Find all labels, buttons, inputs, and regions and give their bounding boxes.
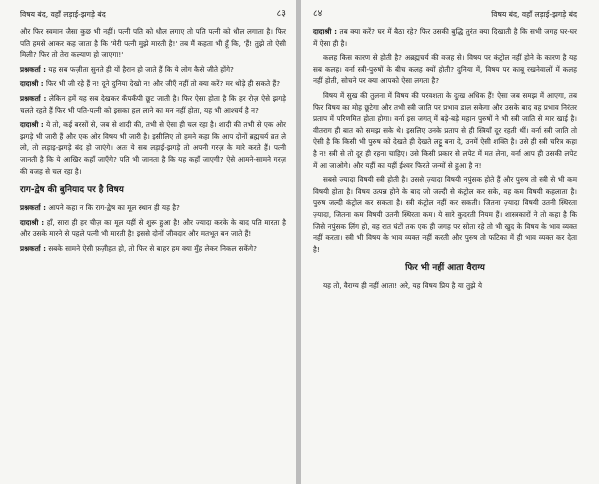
paragraph <box>20 93 286 116</box>
paragraph-text: और फिर स्वमान जैसा कुछ भी नहीं। पत्नी पति को धौल लगाए तो पति पत्नी को धौल लगाता है। फिर पति हमसे आकर कह जाता है कि 'मेरी पत्नी मुझे मारती है!' तब मैं कहता भी हूँ कि, 'हैं! तुझे तो ऐसी मिली? फिर तो तेरा कल्याण हो जाएगा!' <box>20 27 286 60</box>
paragraph <box>20 217 286 240</box>
paragraph-group <box>313 26 577 255</box>
left-page <box>0 0 296 484</box>
paragraph <box>20 78 286 90</box>
paragraph-group <box>313 280 577 292</box>
speaker-label: दादाश्री : <box>20 79 44 89</box>
paragraph <box>313 174 577 255</box>
paragraph <box>20 119 286 177</box>
paragraph-text: आपने कहा न कि राग-द्वेष का मूल स्थान ही यह है? <box>46 203 180 213</box>
paragraph-text: यह सब फज़ीता सुनते ही यों हैरान हो जाते हैं कि ये लोग कैसे जीते होंगे? <box>46 64 234 74</box>
paragraph <box>313 280 577 292</box>
paragraph <box>20 202 286 214</box>
paragraph <box>313 90 577 171</box>
paragraph-group <box>20 26 286 177</box>
paragraph-text: कलह किस कारण से होती है? अब्रह्मचर्य की वजह से। विषय पर कंट्रोल नहीं होने के कारण है यह सब कलह। वर्ना स्त्री-पुरुषों के बीच कलह क्यों होती? दुनिया में, विषय पर काबू रखनेवालों में कलह नहीं होती, सोचने पर क्या आपको ऐसा लगता है? <box>313 53 577 86</box>
paragraph-text: फिर भी जी रहे हैं न! दूने दुनिया देखो न! और जीएँ नहीं तो क्या करें? मर थोड़े ही सकते हैं? <box>43 79 281 89</box>
paragraph <box>313 52 577 87</box>
speaker-label: प्रश्नकर्ता : <box>20 243 47 253</box>
paragraph-text: सबके सामने ऐसी फ़ज़ीहत हो, तो फिर से बाहर हम क्या मुँह लेकर निकल सकेंगे? <box>46 243 257 253</box>
page-header <box>20 9 286 20</box>
paragraph-text: सबसे ज्यादा विषयी स्त्री होती है। उससे ज़्यादा विषयी नपुंसक होते हैं और पुरुष तो स्त्री से भी कम विषयी होता है। विषय उत्पन्न होने के बाद जो जल्दी से कंट्रोल कर सके, वह कम विषयी कहलाता है। पुरुष जल्दी कंट्रोल कर सकता है। स्त्री कंट्रोल नहीं कर सकती। जितना ज़्यादा विषयी उतनी स्थिरता ज़्यादा, जितना कम विषयी उतनी स्थिरता कम। ये सारे कुदरती नियम हैं। शास्त्रकारों ने तो कहा है कि जिसे नपुंसक लिंग हो, वह रात घंटों तक एक ही जगह पर सोता रहे तो भी खुद के विषय के भाव व्यक्त नहीं करता। स्त्री भी विषय के भाव व्यक्त नहीं करती और पुरुष तो फटिका में ही भाव व्यक्त कर देता है! <box>313 175 577 254</box>
paragraph <box>313 26 577 49</box>
paragraph <box>20 64 286 76</box>
page-number: ८४ <box>313 9 323 19</box>
paragraph-text: यह तो, वैराग्य ही नहीं आता! अरे, यह विषय प्रिय है या तुझे ये <box>323 281 482 291</box>
page-number: ८३ <box>276 9 286 19</box>
running-head: विषय बंद, वहाँ लड़ाई-झगड़े बंद <box>491 10 577 19</box>
speaker-label: प्रश्नकर्ता : <box>20 203 47 213</box>
paragraph <box>20 26 286 61</box>
page-body <box>313 26 577 292</box>
paragraph-group <box>20 202 286 254</box>
speaker-label: दादाश्री : <box>313 27 337 36</box>
paragraph-text: ये तो, कई बरसों से, जब से शादी की, तभी से ऐसा ही चल रहा है। शादी की तभी से एक ओर झगड़े भी जारी हैं और एक ओर विषय भी जारी है। इसीलिए तो हमने कहा कि आप दोनों ब्रह्मचर्य व्रत ले लो, तो लड़ाइ-झगड़े बंद हो जाएंगे। अतः ये सब लड़ाई-झगड़े तो अपनी गरज़ के मारे करते हैं। पत्नी जानती है कि ये आखिर कहाँ जाएँगे? पति भी जानता है कि यह कहाँ जाएगी? ऐसे आमने-सामने गरज़ की वजह से चल रहा है। <box>20 120 286 176</box>
running-head: विषय बंद, वहाँ लड़ाई-झगड़े बंद <box>20 10 106 19</box>
paragraph-text: लेकिन हमें यह सब देखकर कँपकँपी छूट जाती है। फिर ऐसा होता है कि हर रोज़ ऐसे झगड़े चलते रहते हैं फिर भी पति-पत्नी को इसका हल लाने का मन नहीं होता, यह भी आश्चर्य है न? <box>20 93 287 115</box>
section-title: फिर भी नहीं आता वैराग्य <box>405 263 485 274</box>
speaker-label: दादाश्री : <box>20 120 44 130</box>
right-page <box>301 0 599 484</box>
page-body <box>20 26 286 255</box>
paragraph-text: तब क्या करें? घर में बैठा रहे? फिर उसकी बुद्धि तुरंत क्या दिखाती है कि सभी जगह घर-घर में ऐसा ही है। <box>313 27 577 48</box>
paragraph-text: हाँ, सारा ही हर चीज़ का मूल यहीं से शुरू हुआ है! और ज्यादा करके के बाद पति मारता है और उसके मारने से पहले पत्नी भी मारती है! इससे दोनों जीवदार और मतभूत बन जाते हैं! <box>20 217 287 239</box>
paragraph-text: विषय में सुख की तुलना में विषय की परवशता के दुःख अधिक हैं! ऐसा जब समझ में आएगा, तब फिर विषय का मोह छूटेगा और तभी स्त्री जाति पर प्रभाव डाल सकेगा और उसके बाद वह प्रभाव निरंतर प्रताप में परिणमित होता होगा। वर्ना इस जगत् में बड़े-बड़े महान पुरुषों ने भी स्त्री जाति से मार खाई है। वीतराग ही बात को समझ सके थे। इसलिए उनके प्रताप से ही स्त्रियाँ दूर रहती थीं। वर्ना स्त्री जाति तो ऐसी है कि किसी भी पुरुष को देखते ही देखते लट्टू बना दे, उनमें ऐसी शक्ति है। उसे ही स्त्री चरित्र कहा है न! स्त्री से तो दूर ही रहना चाहिए। उसे किसी प्रकार से लपेट में मत लेना, वर्ना आप ही उसकी लपेट में आ जाओगे। और यहीं का यहीं ईश्वर फिरते जन्मों से हुआ है न! <box>313 90 577 170</box>
speaker-label: प्रश्नकर्ता : <box>20 93 47 103</box>
section-title: राग-द्वेष की बुनियाद पर है विषय <box>20 185 124 196</box>
speaker-label: दादाश्री : <box>20 217 45 227</box>
page-header <box>313 9 577 20</box>
speaker-label: प्रश्नकर्ता : <box>20 64 47 74</box>
paragraph <box>20 243 286 255</box>
